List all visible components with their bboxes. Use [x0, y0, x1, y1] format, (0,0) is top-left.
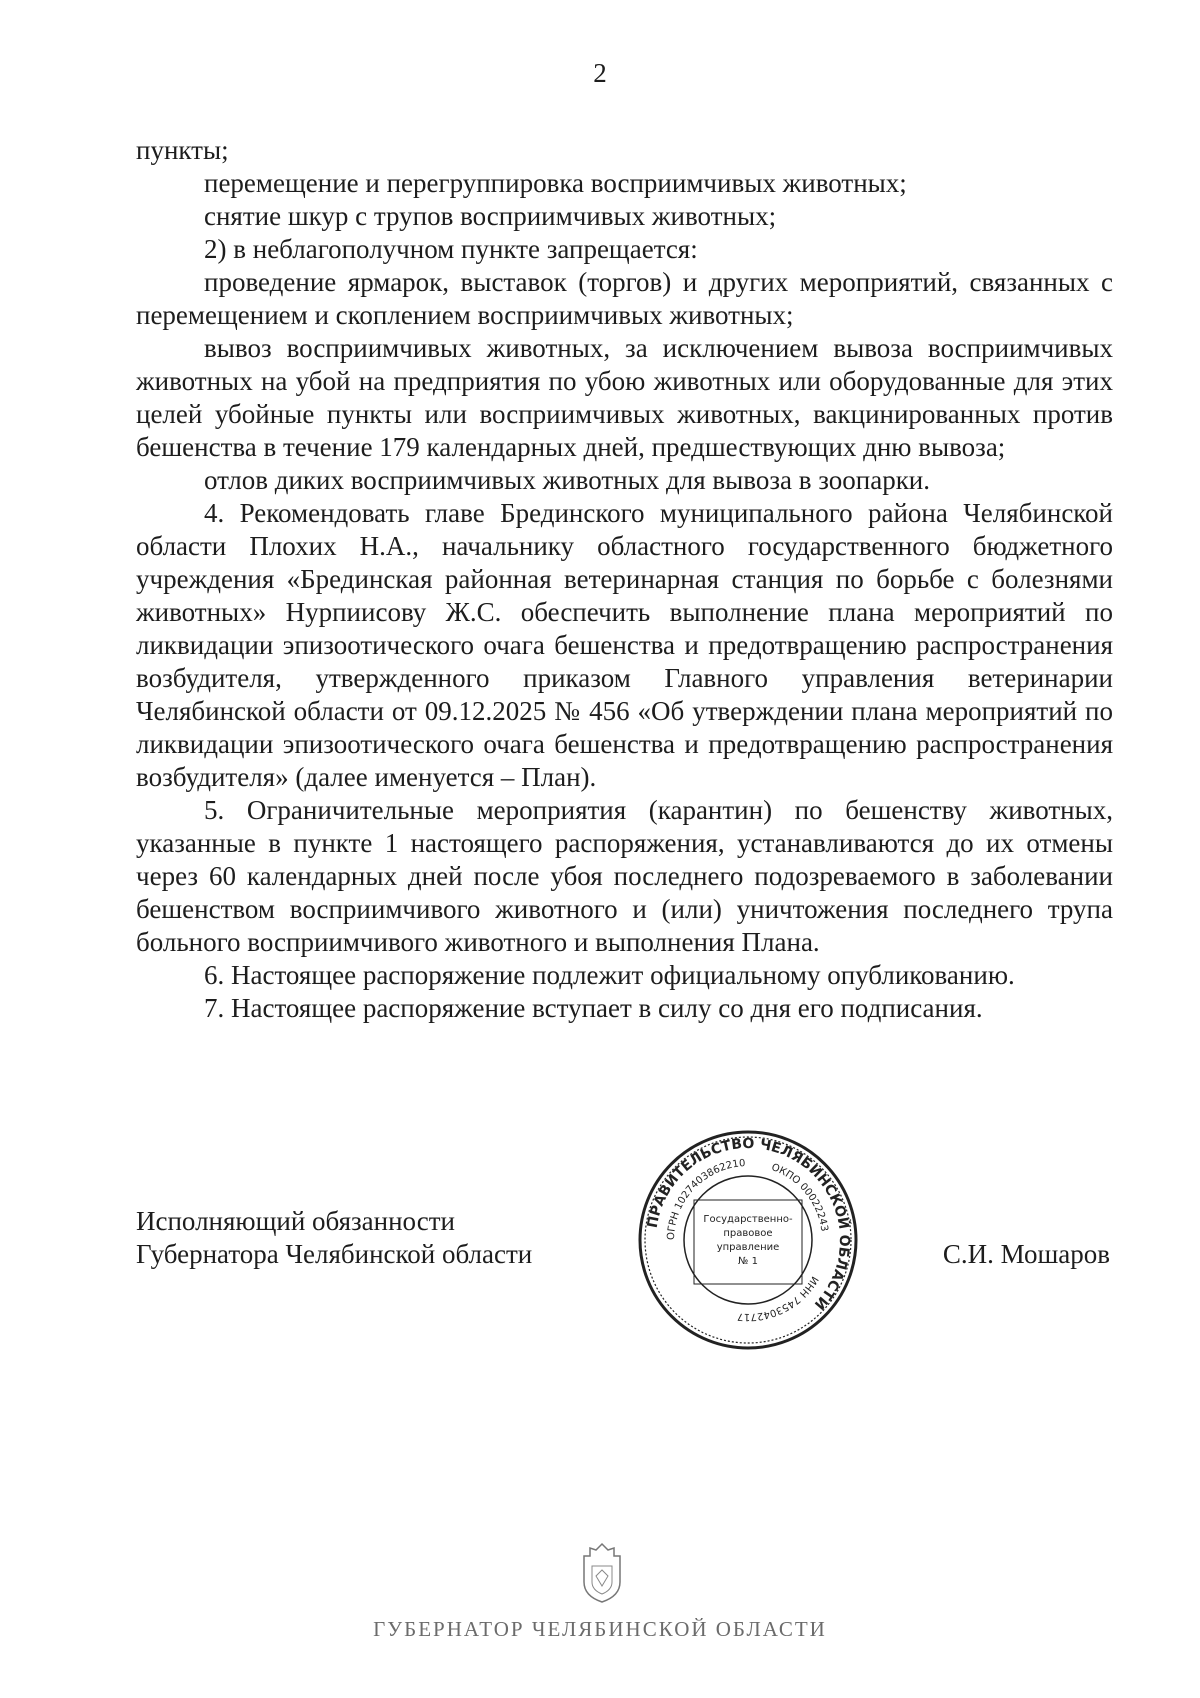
- paragraph: 2) в неблагополучном пункте запрещается:: [204, 234, 698, 264]
- official-seal-stamp: [636, 1128, 860, 1352]
- paragraph: снятие шкур с трупов восприимчивых животных;: [204, 201, 777, 231]
- paragraph: 5. Ограничительные мероприятия (карантин) по бешенству животных, указанные в пункте 1 настоящего распоряжения, устанавливаются до их отмены через 60 календарных дней после убоя последнего подозреваемого в заболевании бешенством восприимчивого животного и (или) уничтожения последнего трупа больного восприимчивого животного и выполнения Плана.: [136, 795, 1113, 957]
- stamp-okpo: ОКПО 00022243: [769, 1162, 830, 1233]
- paragraph: перемещение и перегруппировка восприимчивых животных;: [204, 168, 907, 198]
- paragraph: вывоз восприимчивых животных, за исключением вывоза восприимчивых животных на убой на предприятия по убою животных или оборудованные для этих целей убойные пункты или восприимчивых животных, вакцинированных против бешенства в течение 179 календарных дней, предшествующих дню вывоза;: [136, 333, 1113, 462]
- paragraph: пункты;: [136, 135, 229, 165]
- paragraph: 6. Настоящее распоряжение подлежит официальному опубликованию.: [204, 960, 1015, 990]
- stamp-center-line3: управление: [716, 1242, 780, 1253]
- signatory-name: С.И. Мошаров: [942, 1239, 1110, 1269]
- stamp-center-line4: № 1: [738, 1256, 758, 1267]
- stamp-center-line2: правовое: [723, 1228, 773, 1239]
- paragraph: 4. Рекомендовать главе Брединского муниципального района Челябинской области Плохих Н.А., начальнику областного государственного бюджетного учреждения «Брединская районная ветеринарная станция по борьбе с болезнями животных» Нурпиисову Ж.С. обеспечить выполнение плана мероприятий по ликвидации эпизоотического очага бешенства и предотвращению распространения возбудителя, утвержденного приказом Главного управления ветеринарии Челябинской области от 09.12.2025 № 456 «Об утверждении плана мероприятий по ликвидации эпизоотического очага бешенства и предотвращению распространения возбудителя» (далее именуется – План).: [136, 498, 1113, 792]
- signatory-position: [136, 1205, 532, 1271]
- stamp-inn: ИНН 7453042717: [736, 1274, 820, 1323]
- paragraph: 7. Настоящее распоряжение вступает в силу со дня его подписания.: [204, 993, 983, 1023]
- page-number: 2: [593, 58, 607, 88]
- regional-coat-of-arms-icon: [580, 1542, 624, 1604]
- paragraph: проведение ярмарок, выставок (торгов) и других мероприятий, связанных с перемещением и скоплением восприимчивых животных;: [136, 267, 1113, 330]
- signatory-position-line2: Губернатора Челябинской области: [136, 1239, 533, 1269]
- signatory-position-line1: Исполняющий обязанности: [136, 1206, 455, 1236]
- paragraph: отлов диких восприимчивых животных для вывоза в зоопарки.: [204, 465, 931, 495]
- document-body: [136, 134, 1113, 1025]
- stamp-ogrn: ОГРН 1027403862210: [665, 1157, 746, 1241]
- footer-letterhead: ГУБЕРНАТОР ЧЕЛЯБИНСКОЙ ОБЛАСТИ: [373, 1617, 827, 1641]
- stamp-center-line1: Государственно-: [703, 1214, 793, 1225]
- stamp-outer-text: ПРАВИТЕЛЬСТВО ЧЕЛЯБИНСКОЙ ОБЛАСТИ: [644, 1135, 853, 1313]
